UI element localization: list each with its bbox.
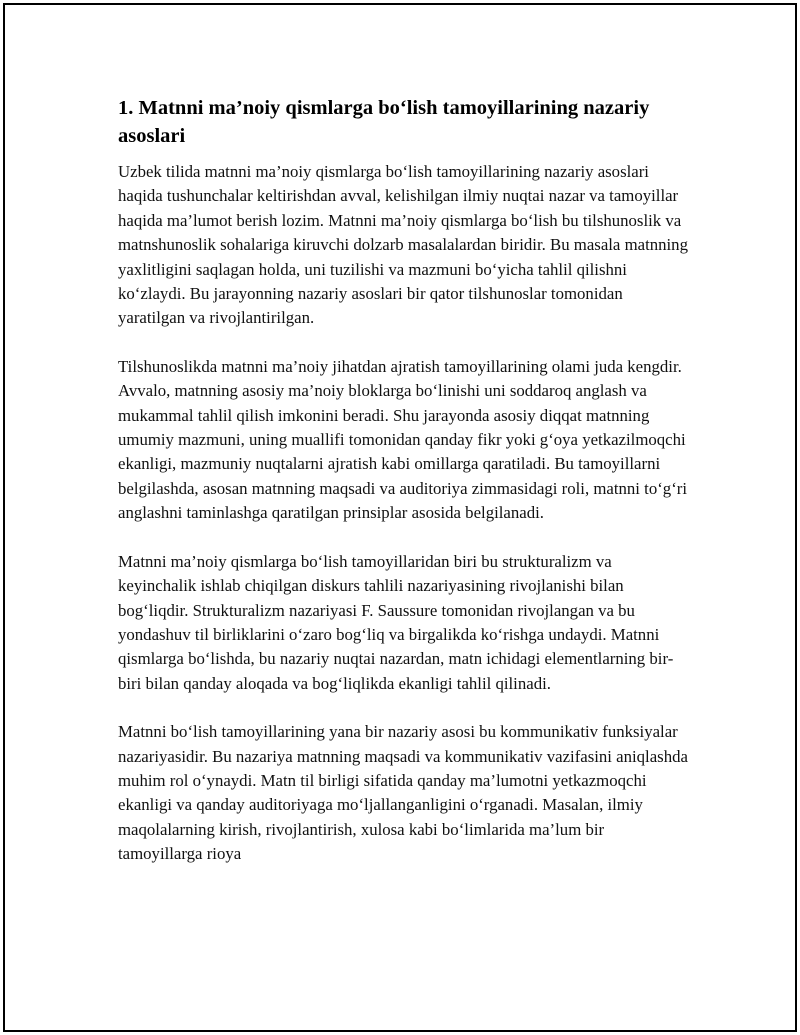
paragraph-3: Matnni ma’noiy qismlarga bo‘lish tamoyillaridan biri bu strukturalizm va keyinchalik ishlab chiqilgan diskurs tahlili nazariyasining rivojlanishi bilan bog‘liqdir. Strukturalizm nazariyasi F. Saussure tomonidan rivojlangan va bu yondashuv til birliklarini o‘zaro bog‘liq va birgalikda ko‘rishga undaydi. Matnni qismlarga bo‘lishda, bu nazariy nuqtai nazardan, matn ichidagi elementlarning bir-biri bilan qanday aloqada va bog‘liqlikda ekanligi tahlil qilinadi. [118, 551, 674, 693]
section-heading: 1. Matnni ma’noiy qismlarga bo‘lish tamoyillarining nazariy asoslari [118, 97, 650, 147]
paragraph-1: Uzbek tilida matnni ma’noiy qismlarga bo‘lish tamoyillarining nazariy asoslari haqida tushunchalar keltirishdan avval, kelishilgan ilmiy nuqtai nazar va tamoyillar haqida ma’lumot berish lozim. Matnni ma’noiy qismlarga bo‘lish bu tilshunoslik va matnshunoslik sohalariga kiruvchi dolzarb masalalardan biridir. Bu masala matnning yaxlitligini saqlagan holda, uni tuzilishi va mazmuni bo‘yicha tahlil qilishni ko‘zlaydi. Bu jarayonning nazariy asoslari bir qator tilshunoslar tomonidan yaratilgan va rivojlantirilgan. [118, 162, 688, 328]
document-body [118, 94, 690, 891]
paragraph-2: Tilshunoslikda matnni ma’noiy jihatdan ajratish tamoyillarining olami juda kengdir. Avvalo, matnning asosiy ma’noiy bloklarga bo‘linishi uni soddaroq anglash va mukammal tahlil qilish imkonini beradi. Shu jarayonda asosiy diqqat matnning umumiy mazmuni, uning muallifi tomonidan qanday fikr yoki g‘oya yetkazilmoqchi ekanligi, mazmuniy nuqtalarni ajratish kabi omillarga qaratiladi. Bu tamoyillarni belgilashda, asosan matnning maqsadi va auditoriya zimmasidagi roli, matnni to‘g‘ri anglashni taminlashga qaratilgan prinsiplar asosida belgilanadi. [118, 356, 688, 523]
paragraph-4: Matnni bo‘lish tamoyillarining yana bir nazariy asosi bu kommunikativ funksiyalar nazariyasidir. Bu nazariya matnning maqsadi va kommunikativ vazifasini aniqlashda muhim rol o‘ynaydi. Matn til birligi sifatida qanday ma’lumotni yetkazmoqchi ekanligi va qanday auditoriyaga mo‘ljallanganligini o‘rganadi. Masalan, ilmiy maqolalarning kirish, rivojlantirish, xulosa kabi bo‘limlarida ma’lum bir tamoyillarga rioya [118, 722, 688, 864]
